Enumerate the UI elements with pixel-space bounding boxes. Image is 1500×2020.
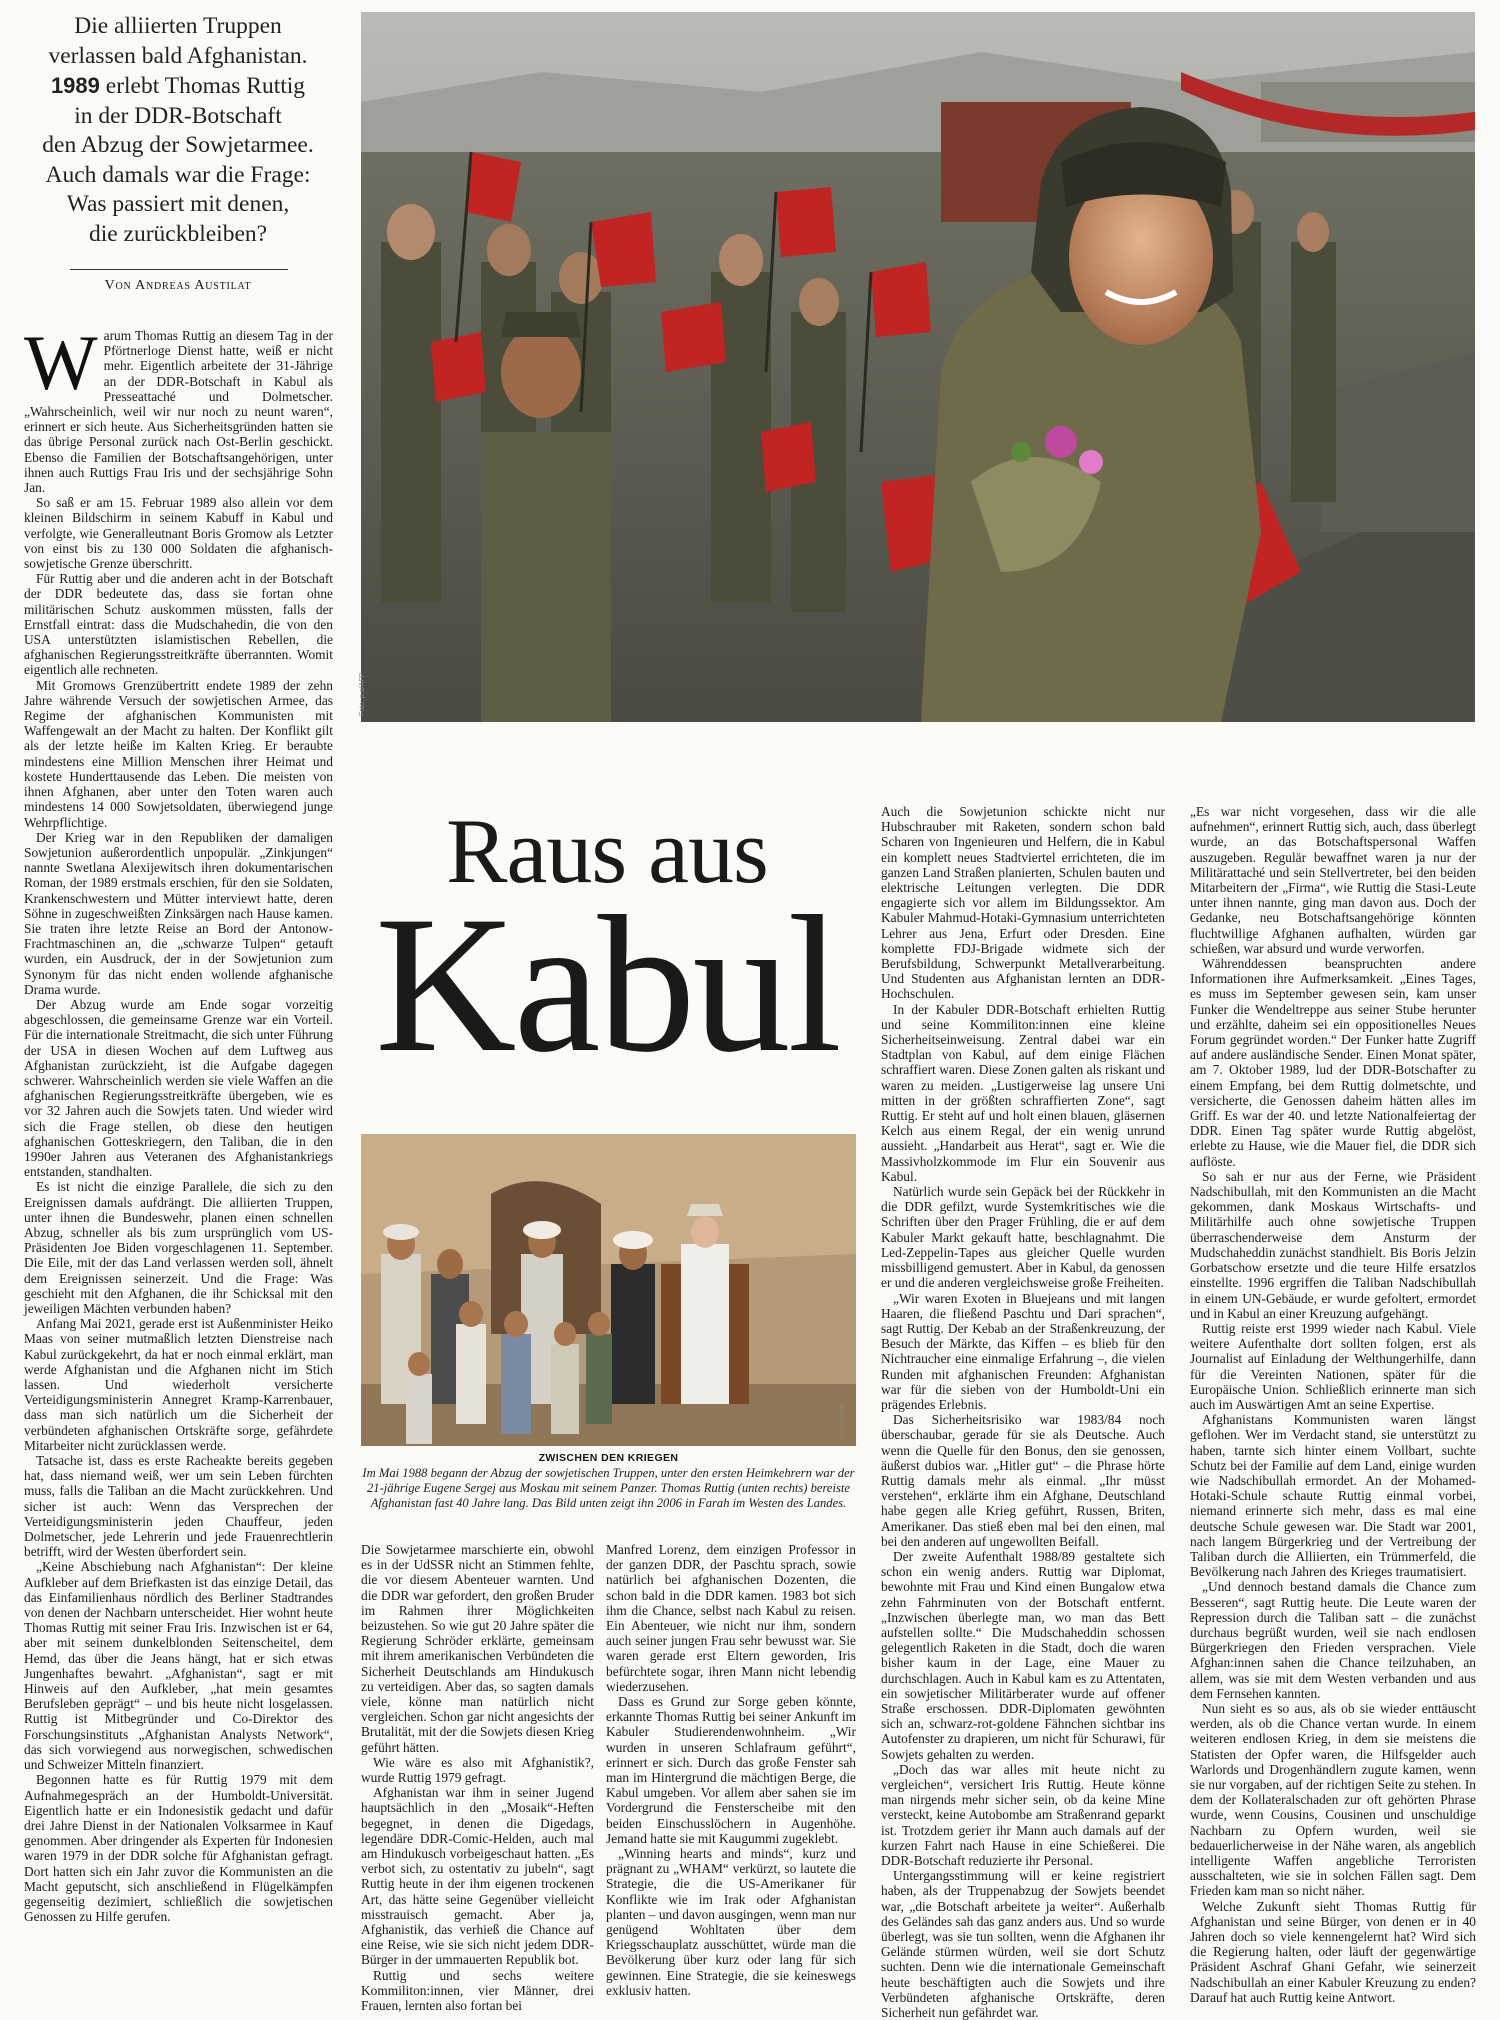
paragraph: Ruttig reiste erst 1999 wieder nach Kabul. Viele weitere Aufenthalte dort sollten folgen, erst als Journalist auf Einladung der Welthungerhilfe, dann für die Vereinten Nationen, später für die Europäische Union. Schließlich erinnerte man sich auch im Auswärtigen Amt an seine Expertise. <box>1190 1320 1476 1412</box>
article-column-2 <box>361 1542 594 2014</box>
teaser-line: Auch damals war die Frage: <box>45 161 311 188</box>
teaser-line: Was passiert mit denen, <box>66 191 290 217</box>
paragraph: So sah er nur aus der Ferne, wie Präsident Nadschibullah, mit den Kommunisten an die Macht gekommen, dank Moskaus Wirtschafts- und Militärhilfe auch ohne sowjetische Truppen überraschenderweise dem Ansturm der Mudschaheddin zunächst standhielt. Bis Boris Jelzin Gorbatschow ersetzte und die teure Hilfe ersatzlos einstellte. 1996 ergriffen die Taliban Nadschibullah in einem UN-Gebäude, er wurde gefoltert, ermordet und in Kabul an einer Kreuzung aufgehängt. <box>1190 1168 1476 1321</box>
paragraph: In der Kabuler DDR-Botschaft erhielten Ruttig und seine Kommiliton:innen eine kleine Sicherheitseinweisung. Zentral dabei war ein Stadtplan von Kabul, auf dem einige Flächen schraffiert waren. Diese Zonen galten als riskant und waren zu meiden. „Lustigerweise lag unsere Uni mitten in der größten schraffierten Zone“, sagt Ruttig. Er steht auf und holt einen blauen, gläsernen Kelch aus einem Regal, der ein wenig unrund aussieht. „Handarbeit aus Herat“, sagt er. Wie die Massivholzkommode im Flur ein Souvenir aus Kabul. <box>881 1001 1165 1184</box>
paragraph: „Doch das war alles mit heute nicht zu vergleichen“, versichert Iris Ruttig. Heute könne man nirgends mehr sicher sein, ob da keine Mine versteckt, keine Autobombe am Straßenrand geparkt ist. Trotzdem gerieт ihr Mann auch damals auf der kurzen Fahrt nach Hause in eine Schießerei. Die DDR-Botschaft reduzierte ihr Personal. <box>881 1761 1165 1869</box>
paragraph: Es ist nicht die einzige Parallele, die sich zu den Ereignissen damals aufdrängt. Die alliierten Truppen, unter ihnen die Bundeswehr, planen einen schnellen Abzug, schneller als bis zum ursprünglich vom US-Präsidenten Joe Biden vorgeschlagenen 11. September. Die Eile, mit der das Land verlassen werden soll, ähnelt dem Ereignissen seinerzeit. Und die Frage: Was geschieht mit den Afghanen, die ihr Schicksal mit den jeweiligen Mächten verbunden haben? <box>24 1179 333 1316</box>
paragraph: Der zweite Aufenthalt 1988/89 gestaltete sich schon ein wenig anders. Ruttig war Diplomat, bewohnte mit Frau und Kind einen Bungalow etwa zehn Fahrminuten von der Botschaft entfernt. „Inzwischen überlegte man, wo man das Bett aufstellen sollte.“ Die Mudschaheddin schossen gelegentlich Raketen in die Stadt, doch die waren bisher kaum in der Lage, eine Mauer zu durchschlagen. Auch in Kabul kam es zu Attentaten, ein sowjetischer Militärberater wurde auf offener Straße erschossen. DDR-Diplomaten gewöhnten sich an, schwarz-rot-goldene Fähnchen sichtbar ins Autofenster zu drapieren, um nicht für Schurawi, für Sowjets gehalten zu werden. <box>881 1548 1165 1762</box>
farah-group-photo <box>361 1134 856 1446</box>
paragraph: Natürlich wurde sein Gepäck bei der Rückkehr in die DDR gefilzt, wurde Systemkritisches wie die Schriften über den Prager Frühling, die er auf dem Kabuler Markt gekauft hatte, beschlagnahmt. Die Led-Zeppelin-Tapes aus gleicher Quelle wurden missbilligend gemustert. Aber in Kabul, da genossen er und die anderen vergleichsweise große Freiheiten. <box>881 1184 1165 1291</box>
teaser-line: den Abzug der Sowjetarmee. <box>42 132 314 158</box>
paragraph: Manfred Lorenz, dem einzigen Professor in der ganzen DDR, der Paschtu sprach, sowie natürlich bei afghanischen Dozenten, die schon bald in die DDR kamen. 1983 bot sich ihm die Chance, selbst nach Kabul zu reisen. Ein Abenteuer, wie nicht nur ihm, sondern auch seiner jungen Frau sehr bewusst war. Sie waren gerade erst Eltern geworden, Iris befürchtete sogar, ihren Mann nicht lebendig wiederzusehen. <box>606 1542 856 1694</box>
paragraph: Anfang Mai 2021, gerade erst ist Außenminister Heiko Maas von seiner mutmaßlich letzten Dienstreise nach Kabul zurückgekehrt, da hat er noch einmal erklärt, man werde Afghanistan und die Afghanen nicht im Stich lassen. Und wiederholt versicherte Verteidigungsministerin Annegret Kramp-Karrenbauer, dass man sich natürlich um die Sicherheit der verbündeten afghanischen Ortskräfte sorge, gefährdete Mitarbeiter nicht zurücklassen werde. <box>24 1316 333 1453</box>
paragraph: „Keine Abschiebung nach Afghanistan“: Der kleine Aufkleber auf dem Briefkasten ist das einzige Detail, das das Einfamilienhaus nördlich des Berliner Stadtrandes von denen der Nachbarn unterscheidet. Hier wohnt heute Thomas Ruttig mit seiner Frau Iris. Inzwischen ist er 64, aber mit seinem dunkelblonden Seitenscheitel, dem Hemd, das über die Jeans hängt, hat er sich etwas Jungenhaftes bewahrt. „Afghanistan“, sagt er mit Hinweis auf den Aufkleber, „hat mein gesamtes Berufsleben geprägt“ – und bis heute nicht losgelassen. Ruttig ist Mitbegründer und Co-Direktor des Forschungsinstituts „Afghanistan Analysts Network“, das sich vorwiegend aus norwegischen, schwedischen und Schweizer Mitteln finanziert. <box>24 1559 333 1773</box>
paragraph: Dass es Grund zur Sorge geben könnte, erkannte Thomas Ruttig bei seiner Ankunft im Kabuler Studierendenwohnheim. „Wir wurden in unseren Schlafraum geführt“, erinnert er sich. Durch das große Fenster sah man im Hintergrund die mächtigen Berge, die Kabul umgeben. Vor allem aber sahen sie im Vordergrund die Fensterscheibe mit den beiden Einschusslöchern in Augenhöhe. Jemand hatte sie mit Kaugummi zugeklebt. <box>606 1694 856 1846</box>
paragraph: Untergangsstimmung will er keine registriert haben, als der Truppenabzug der Sowjets beendet war, „die Botschaft arbeitete ja weiter“. Außerhalb des Geländes sah das ganz anders aus. Und so wurde überlegt, was sie tun sollten, wenn die Afghanen ihr Gelände stürmen würden, weil sie dort Schutz suchten. Denn wie die internationale Gemeinschaft heute beschäftigten auch die Sowjets und ihre Verbündeten afghanische Ortskräfte, deren Sicherheit nun gefährdet war. <box>881 1868 1165 2020</box>
paragraph: Nun sieht es so aus, als ob sie wieder enttäuscht werden, als ob die Chance vertan wurde. In einem weiteren endlosen Krieg, in dem sie meistens die Statisten der Opfer waren, die Hilfsgelder auch Warlords und Drogenhändlern zugute kamen, wenn sie nur vorgaben, auf der richtigen Seite zu stehen. In dem der Kollateralschaden zur oft gehörten Phrase wurde, wenn Cousins, Cousinen und unschuldige Nachbarn zu Opfern wurden, weil sie bedauerlicherweise in der Nähe waren, als angeblich intelligente Waffen angebliche Terroristen ausschalteten, wie sie in solchen Fällen sagt. Dem Frieden kam man so nicht näher. <box>1190 1700 1476 1899</box>
tank-soldier-photo <box>361 12 1475 722</box>
paragraph: Für Ruttig aber und die anderen acht in der Botschaft der DDR bedeutete das, dass sie fortan ohne militärischen Schutz auskommen müssten, falls der Ernstfall eintrat: dass die Mudschahedin, die von den USA unterstützten islamistischen Rebellen, die afghanischen Regierungsstreitkräfte überrannten. Womit eigentlich alle rechneten. <box>24 571 333 678</box>
byline-divider <box>70 269 288 270</box>
drop-cap: W <box>24 319 98 406</box>
main-photo <box>361 12 1475 722</box>
paragraph: Währenddessen beanspruchten andere Informationen ihre Aufmerksamkeit. „Eines Tages, es muss im September gewesen sein, kam unser Funker die Wendeltreppe aus seiner Stube herunter und erzählte, daheim sei ein oppositionelles Neues Forum gegründet worden.“ Der Funker hatte Zugriff auf andere ausländische Sender. Einen Monat später, am 7. Oktober 1989, lud der DDR-Botschafter zu einem Empfang, bei dem Ruttig dolmetschte, und versicherte, die Genossen daheim hätten alles im Griff. Es war der 40. und letzte Nationalfeiertag der DDR. Einen Tag später wurde Ruttig abgelöst, erlebte zu Hause, wie die Mauer fiel, die DDR sich auflöste. <box>1190 956 1476 1169</box>
paragraph: Afghanistans Kommunisten waren längst geflohen. Wer im Verdacht stand, sie unterstützt zu haben, tarnte sich hinter einem Vollbart, suchte Schutz bei der Familie auf dem Land, einige wurden wie Nadschibullah ermordet. An der Mohamed-Hotaki-Schule schaute Ruttig einmal vorbei, niemand erinnerte sich mehr, dass es mal eine deutsche Schule gewesen war. Die Stadt war 2001, nach langem Bürgerkrieg und der Vertreibung der Taliban durch die Alliierten, ein Trümmerfeld, die Bevölkerung nach Jahren des Krieges traumatisiert. <box>1190 1412 1476 1580</box>
teaser-line <box>24 71 332 102</box>
headline-line-1: Raus aus <box>446 800 768 902</box>
paragraph: Das Sicherheitsrisiko war 1983/84 noch überschaubar, gerade für sie als Deutsche. Auch wenn die Quelle für den Bonus, den sie genossen, äußerst dubios war. „Hitler gut“ – die Phrase hörte Ruttig damals mehr als einmal. „Ihr müsst verstehen“, erklärte ihm ein Afghane, Deutschland habe gegen alle Krieg geführt, Russen, Briten, Amerikaner. Das stieß eben mal bei den einen, mal bei den anderen auf ungewollten Beifall. <box>881 1412 1165 1549</box>
paragraph: Wie wäre es also mit Afghanistik?, wurde Ruttig 1979 gefragt. <box>361 1754 594 1786</box>
teaser-line: Die alliierten Truppen <box>74 13 282 39</box>
paragraph: Warum Thomas Ruttig an diesem Tag in der Pförtnerloge Dienst hatte, weiß er nicht mehr. Eigentlich arbeitete der 31-Jährige an der DDR-Botschaft in Kabul als Presseattaché und Dolmetscher. „Wahrscheinlich, weil wir nur noch zu neunt waren“, erinnert er sich heute. Aus Sicherheitsgründen hatten sie das übrige Personal zurück nach Ost-Berlin geschickt. Ebenso die Familien der Botschaftsangehörigen, unter ihnen auch Ruttigs Frau Iris und der sechsjährige Sohn Jan. <box>24 319 333 496</box>
paragraph: Welche Zukunft sieht Thomas Ruttig für Afghanistan und seine Bürger, von denen er in 40 Jahren doch so viele kennengelernt hat? Wird sich die Regierung halten, oder läuft der gegenwärtige Präsident Aschraf Ghani Gefahr, wie seinerzeit Nadschibullah an einer Kabuler Kreuzung zu enden? Darauf hat auch Ruttig keine Antwort. <box>1190 1898 1476 2005</box>
teaser-line: in der DDR-Botschaft <box>74 102 282 129</box>
teaser-line: verlassen bald Afghanistan. <box>48 42 308 69</box>
caption-title: ZWISCHEN DEN KRIEGEN <box>538 1452 679 1464</box>
paragraph: „Und dennoch bestand damals die Chance zum Besseren“, sagt Ruttig heute. Die Leute waren der Repression durch die Taliban satt – die zunächst durchaus begrüßt wurden, weil sie nach endlosen Bürgerkriegen den Frieden versprachen. Viele Afghan:innen sahen die Chance teilzuhaben, an allem, was sie mit dem Westen verbanden und aus dem Fernsehen kannten. <box>1190 1579 1476 1701</box>
paragraph: So saß er am 15. Februar 1989 also allein vor dem kleinen Bildschirm in seinem Kabuff in Kabul und verfolgte, wie Generalleutnant Boris Gromow als Letzter von einst bis zu 130 000 Soldaten die afghanisch-sowjetische Grenze überschritt. <box>24 495 333 572</box>
caption-text: Im Mai 1988 begann der Abzug der sowjetischen Truppen, unter den ersten Heimkehrern war der 21-jährige Eugene Sergej aus Moskau mit seinem Panzer. Thomas Ruttig (unten rechts) bereiste Afghanistan fast 40 Jahre lang. Das Bild unten zeigt ihn 2006 in Farah im Westen des Landes. <box>362 1466 855 1510</box>
paragraph: Begonnen hatte es für Ruttig 1979 mit dem Aufnahmegespräch an der Humboldt-Universität. Eigentlich hatte er ein Indonesistik gedacht und dafür drei Jahre Dienst in der Nationalen Volksarmee in Kauf genommen. Aber dringender als Experten für Indonesien waren 1979 in der DDR solche für Afghanistan gefragt. Dort hatten sich ein Jahr zuvor die Kommunisten an die Macht geputscht, sich anschließend in Flügelkämpfen gegenseitig dezimiert, schließlich die sowjetischen Genossen zu Hilfe gerufen. <box>24 1772 333 1925</box>
photo-credit: Foto: privat <box>839 1404 846 1440</box>
headline-line-2: Kabul <box>375 876 839 1093</box>
article-column-5 <box>1190 804 1476 2005</box>
paragraph: Der Krieg war in den Republiken der damaligen Sowjetunion außerordentlich unpopulär. „Zinkjungen“ nannte Swetlana Alexijewitsch ihren dokumentarischen Roman, der 1989 erstmals erschien, für den sie Soldaten, Krankenschwestern und Mütter interviewt hatte, deren Söhne in zugeschweißten Zinksärgen nach Hause kamen. Sie traten ihre letzte Reise an Bord der Antonow-Frachtmaschinen an, die „schwarze Tulpen“ getauft wurden, ein Ausdruck, der in der Sowjetunion zum Synonym für das nicht enden wollende afghanische Drama wurde. <box>24 829 333 997</box>
paragraph: „Winning hearts and minds“, kurz und prägnant zu „WHAM“ verkürzt, so lautete die Strategie, die die US-Amerikaner für Konflikte wie im Irak oder Afghanistan planten – und davon ausgingen, wenn man nur genügend Wohltaten über dem Kriegsschauplatz ausschüttet, würde man die Bevölkerung über kurz oder lang für sich gewinnen. Eine Strategie, die sie keineswegs exklusiv hatten. <box>606 1846 856 1998</box>
paragraph: „Wir waren Exoten in Bluejeans und mit langen Haaren, die fließend Paschtu und Dari sprachen“, sagt Ruttig. Der Kebab an der Straßenkreuzung, der Besuch der Märkte, das Kiffen – es blieb für den Nichtraucher eine einmalige Erfahrung –, die vielen Runden mit afghanischen Freunden: Afghanistan war für die sieben von der Humboldt-Uni ein prägendes Erlebnis. <box>881 1290 1165 1412</box>
paragraph: Der Abzug wurde am Ende sogar vorzeitig abgeschlossen, die gemeinsame Grenze war ein Vorteil. Für die internationale Streitmacht, die sich unter Führung der USA in diesen Wochen auf dem Luftweg aus Afghanistan zurückzieht, ist die Aufgabe dagegen schwerer. Wahrscheinlich werden sie viele Waffen an die afghanischen Regierungsstreitkräfte übergeben, wie es vor 32 Jahren auch die Sowjets taten. Und wieder wird sich die Frage stellen, ob diese den heutigen afghanischen Gotteskriegern, den Taliban, die in den 1990er Jahren aus Veteranen des Afghanistankriegs entstanden, standhalten. <box>24 996 333 1180</box>
teaser-line-rest: erlebt Thomas Ruttig <box>105 73 306 99</box>
paragraph: Ruttig und sechs weitere Kommiliton:innen, vier Männer, drei Frauen, lernten also fortan bei <box>361 1967 594 2014</box>
paragraph: Afghanistan war ihm in seiner Jugend hauptsächlich in den „Mosaik“-Heften begegnet, in denen die Digedags, legendäre DDR-Comic-Helden, auch mal am Hindukusch vorbeigeschaut hatten. „Es verbot sich, zu ostentativ zu jubeln“, sagt Ruttig heute in der ihm eigenen trockenen Art, das hätte seine Gegenüber vielleicht misstrauisch gemacht. Aber ja, Afghanistik, das verhieß die Chance auf eine Reise, wie sie sich nicht jedem DDR-Bürger in der ummauerten Republik bot. <box>361 1785 594 1968</box>
byline: Von Andreas Austilat <box>104 278 252 293</box>
teaser-line: die zurückbleiben? <box>88 220 268 247</box>
article-column-1 <box>24 319 333 1968</box>
paragraph: Die Sowjetarmee marschierte ein, obwohl es in der UdSSR nicht an Stimmen fehlte, die vor diesem Abenteuer warnten. Und die DDR war gefordert, den großen Bruder im Rahmen ihrer Möglichkeiten beizustehen. So wie gut 20 Jahre später die Regierung Schröder erklärte, gemeinsam mit ihrem amerikanischen Verbündeten die Sicherheit Deutschlands am Hindukusch zu verteidigen. Aber das, so sagten damals viele, könne man natürlich nicht vergleichen. Schon gar nicht angesichts der Brutalität, mit der die Sowjets diesen Krieg geführt hätten. <box>361 1542 594 1755</box>
paragraph: „Es war nicht vorgesehen, dass wir die alle aufnehmen“, erinnert Ruttig sich, auch, dass überlegt wurde, an das Botschaftspersonal Waffen auszugeben. Regulär bewaffnet waren ja nur der Militärattaché und sein Stellvertreter, bei den beiden Mitarbeitern der „Firma“, wie Ruttig die Stasi-Leute unter ihnen nannte, ging man davon aus. Doch der Gedanke, neu Botschaftsangehörige könnten fluchtwillige Afghanen aufhalten, würden gar schießen, war absurd und wurde verworfen. <box>1190 804 1476 956</box>
article-column-4 <box>881 804 1165 2020</box>
teaser-year: 1989 <box>50 73 100 98</box>
photo-credit: Foto: p.a/AFP <box>359 672 366 716</box>
paragraph: Auch die Sowjetunion schickte nicht nur Hubschrauber mit Raketen, sondern schon bald Scharen von Ingenieuren und Helfern, die in Kabul ein komplett neues Stadtviertel errichteten, die im ganzen Land Straßen planierten, Schulen bauten und elektrische Leitungen verlegten. Die DDR engagierte sich vor allem im Bildungssektor. Am Kabuler Mahmud-Hotaki-Gymnasium unterrichteten Lehrer aus Jena, Erfurt oder Dresden. Eine komplette FDJ-Brigade widmete sich der Berufsbildung, Schwerpunkt Metallverarbeitung. Und Studenten aus Afghanistan lernten an DDR-Hochschulen. <box>881 804 1165 1002</box>
paragraph: Tatsache ist, dass es erste Racheakte bereits gegeben hat, dass niemand weiß, wer um sein Leben fürchten muss, falls die Taliban an die Macht zurückkehren. Und sicher ist auch: Wenn das Versprechen der Verteidigungsministerin jeden Chauffeur, jeden Dolmetscher, jede Lehrerin und jede Frauenrechtlerin betrifft, wird der Westen überfordert sein. <box>24 1453 333 1560</box>
group-photo <box>361 1134 856 1446</box>
teaser <box>24 12 332 249</box>
article-column-3 <box>606 1542 856 1998</box>
paragraph: Mit Gromows Grenzübertritt endete 1989 der zehn Jahre währende Versuch der sowjetischen Armee, das Regime der afghanischen Kommunisten mit Waffengewalt an der Macht zu halten. Der Konflikt gilt als der letzte heiße im Kalten Krieg. Er beraubte mindestens eine Million Menschen ihrer Heimat und kostete Hunderttausende das Leben. Die meisten von ihnen Afghanen, aber unter den Toten waren auch mindestens 14 000 Sowjetsoldaten, überwiegend junge Wehrpflichtige. <box>24 677 333 830</box>
